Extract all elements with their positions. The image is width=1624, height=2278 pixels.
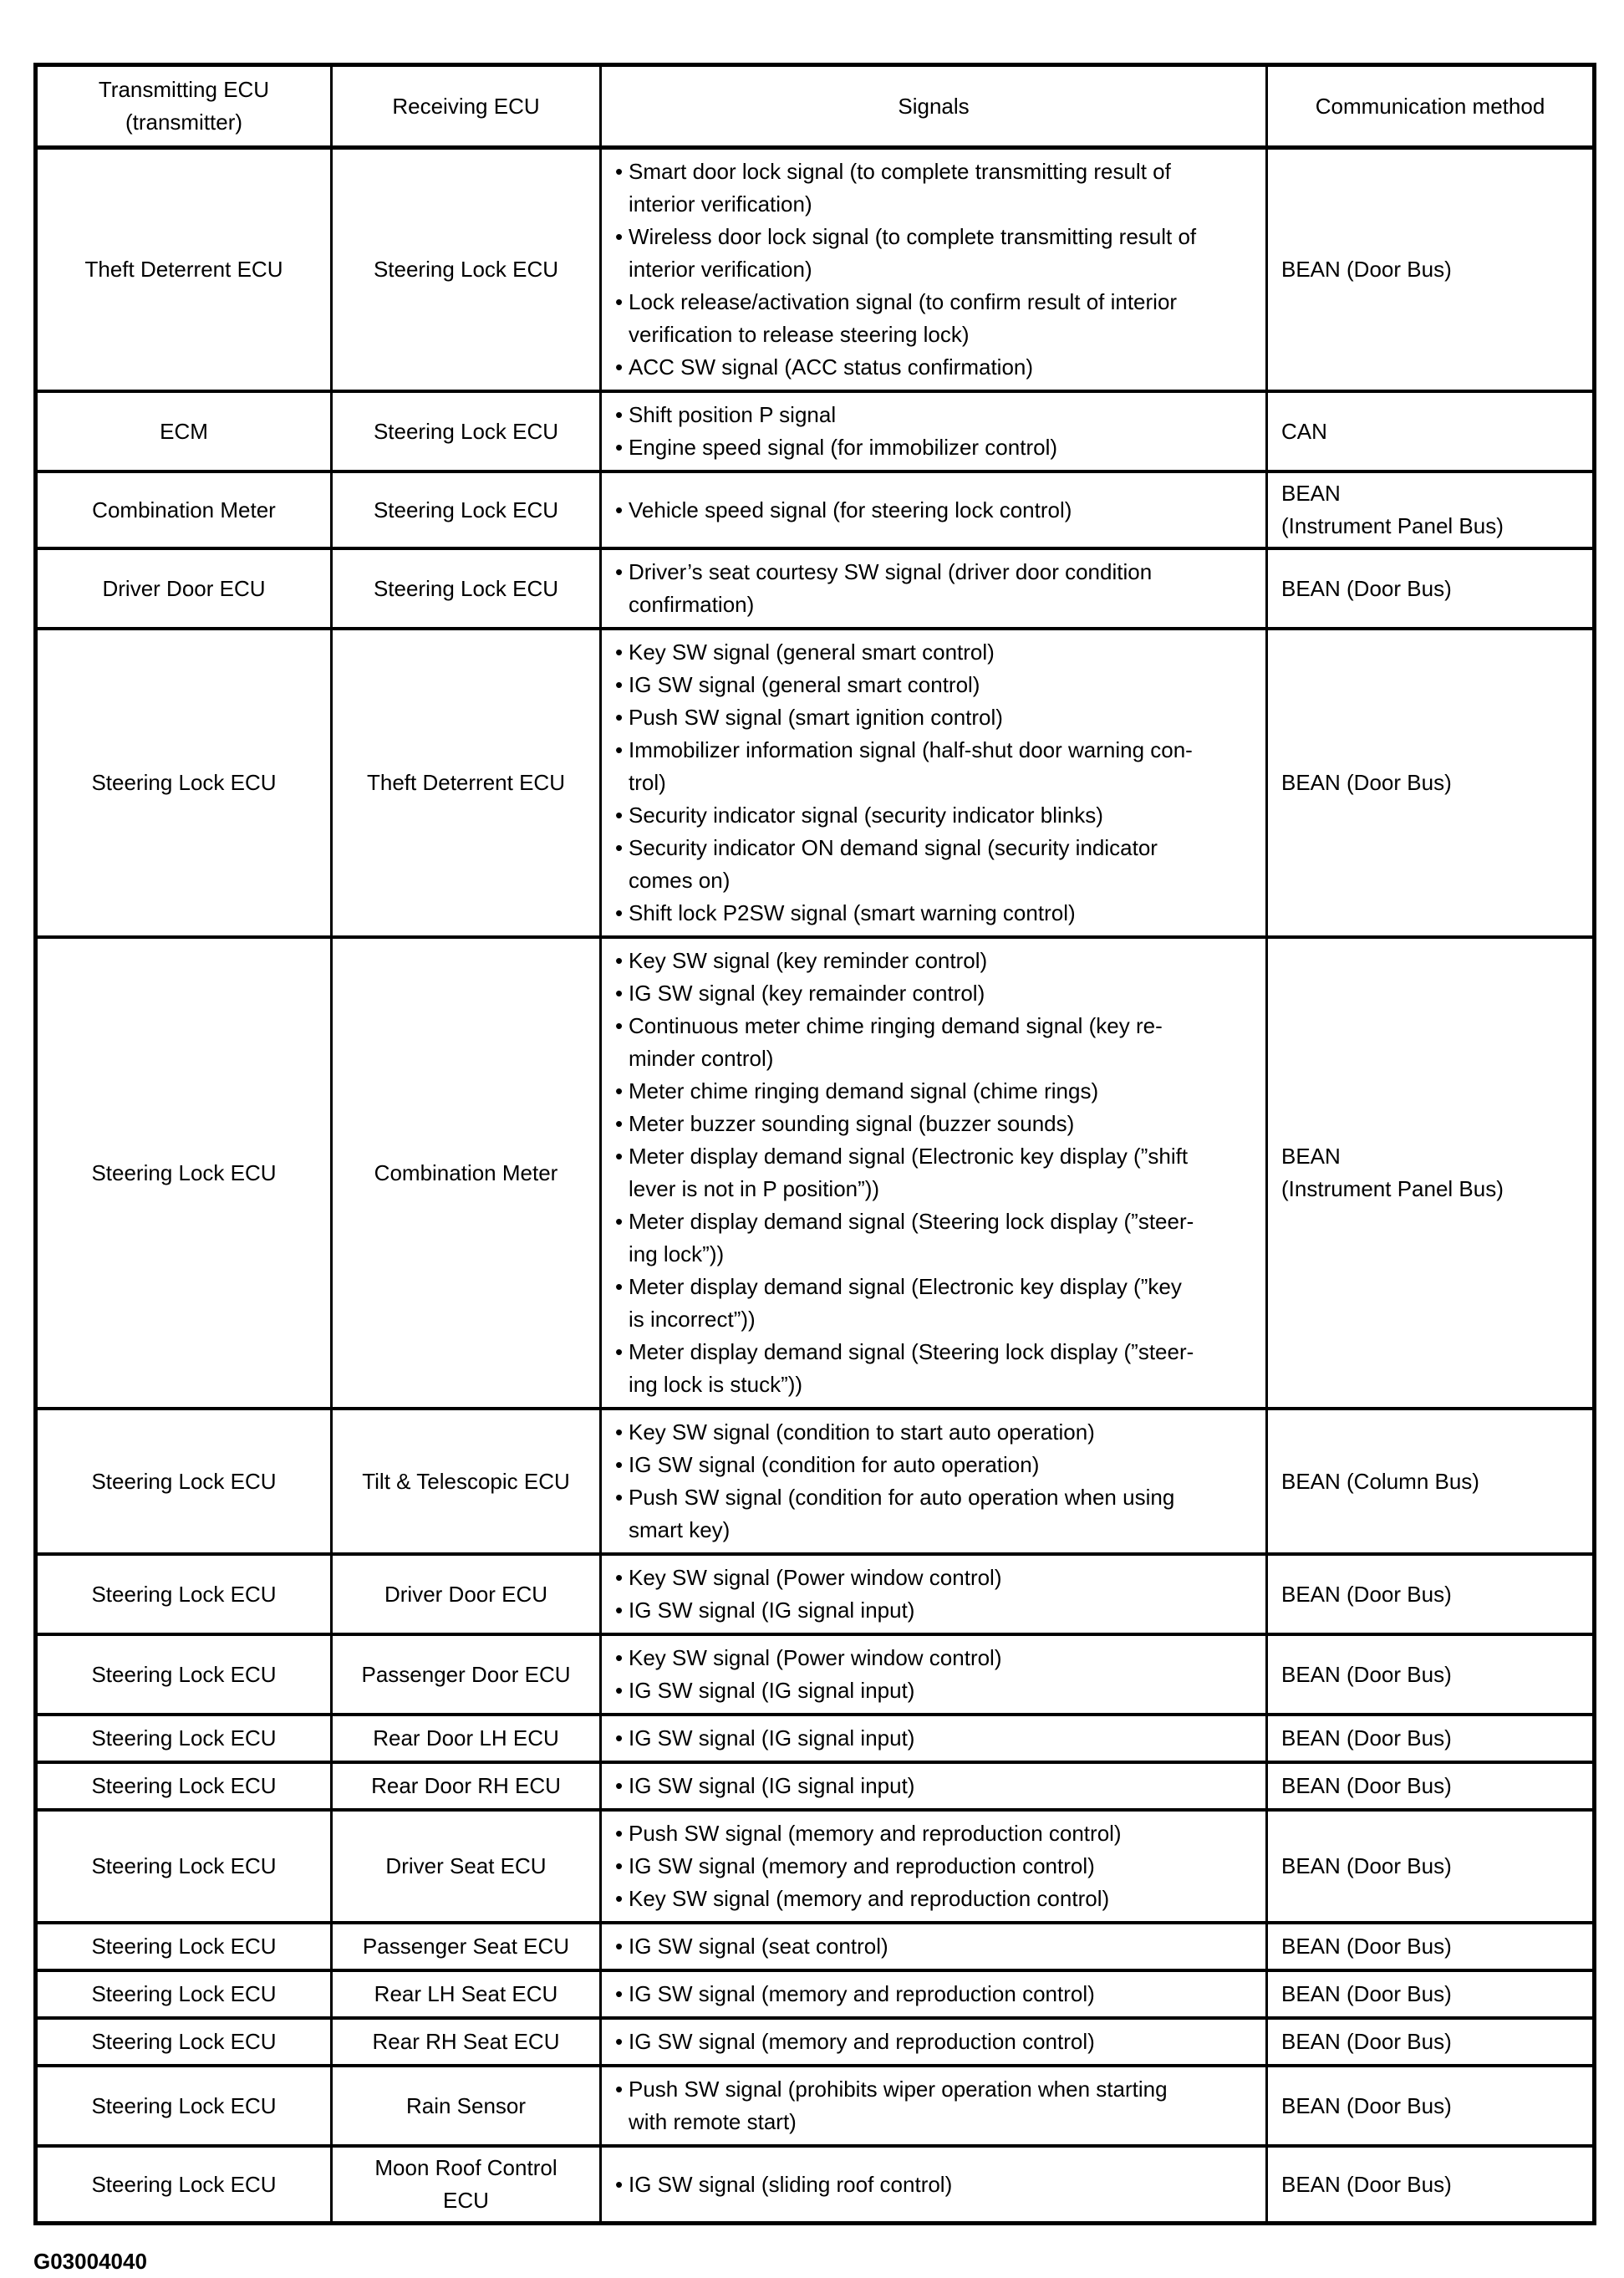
method-line: BEAN (Door Bus) [1281,257,1452,282]
signal-line: • IG SW signal (seat control) [629,1930,1259,1963]
signals-cell [601,937,1267,1409]
figure-code: G03004040 [33,2249,147,2274]
signal-item [612,1075,1259,1108]
method-cell [1267,471,1595,548]
signal-line: • Meter display demand signal (Electronic key display (”shift [629,1140,1259,1173]
signal-line: • Meter chime ringing demand signal (chime rings) [629,1075,1259,1108]
receiver-line: Driver Seat ECU [385,1853,547,1878]
signal-line: • Lock release/activation signal (to confirm result of interior [629,286,1259,319]
method-line: BEAN (Door Bus) [1281,1934,1452,1959]
signal-line: • Security indicator ON demand signal (security indicator [629,832,1259,864]
signal-item [612,155,1259,221]
header-transmitting-line1: Transmitting ECU [98,77,270,102]
method-cell [1267,1554,1595,1634]
receiver-line: Rain Sensor [405,2092,527,2118]
signal-line: • Push SW signal (condition for auto operation when using [629,1481,1259,1514]
signal-item [612,1642,1259,1674]
header-transmitting-ecu [36,65,332,148]
table-row [36,1409,1595,1554]
header-row [36,65,1595,148]
receiver-cell [332,148,601,392]
signal-line: ing lock”)) [629,1241,725,1266]
method-cell [1267,548,1595,629]
signal-item [612,2168,1259,2201]
method-cell [1267,2146,1595,2224]
signal-item [612,897,1259,930]
signal-line: lever is not in P position”)) [629,1176,880,1201]
transmitter-cell: Steering Lock ECU [36,2146,332,2224]
transmitter-cell: ECM [36,391,332,471]
signal-line: • Meter buzzer sounding signal (buzzer sounds) [629,1108,1259,1140]
transmitter-cell: Steering Lock ECU [36,1715,332,1762]
transmitter-cell: Steering Lock ECU [36,1634,332,1715]
signal-line: • Continuous meter chime ringing demand signal (key re- [629,1010,1259,1042]
signal-item [612,1481,1259,1547]
signal-line: • Meter display demand signal (Steering lock display (”steer- [629,1205,1259,1238]
signal-line: • Shift position P signal [629,399,1259,431]
signal-item [612,799,1259,832]
signal-line: trol) [629,770,666,795]
table-row [36,2146,1595,2224]
method-line: BEAN (Door Bus) [1281,1773,1452,1798]
method-line: BEAN (Door Bus) [1281,1981,1452,2006]
signal-line: • Push SW signal (memory and reproduction control) [629,1817,1259,1850]
signal-item [612,221,1259,286]
signal-line: • IG SW signal (memory and reproduction control) [629,1978,1259,2010]
signal-line: • Key SW signal (memory and reproduction control) [629,1883,1259,1915]
table-row [36,937,1595,1409]
table-row [36,548,1595,629]
receiver-cell [332,1810,601,1923]
signals-cell [601,1810,1267,1923]
header-transmitting-line2: (transmitter) [125,110,243,135]
signal-item [612,1271,1259,1336]
transmitter-cell: Steering Lock ECU [36,937,332,1409]
receiver-line: Passenger Door ECU [361,1661,571,1687]
transmitter-cell: Steering Lock ECU [36,2066,332,2146]
method-cell [1267,391,1595,471]
method-cell [1267,1810,1595,1923]
receiver-cell [332,2146,601,2224]
signal-line: • Smart door lock signal (to complete transmitting result of [629,155,1259,188]
signal-item [612,669,1259,701]
signals-cell [601,148,1267,392]
receiver-line: Rear RH Seat ECU [372,2029,560,2054]
receiver-cell [332,2066,601,2146]
method-line: BEAN [1281,1144,1341,1169]
transmitter-cell: Combination Meter [36,471,332,548]
signal-line: • IG SW signal (IG signal input) [629,1594,1259,1627]
signal-item [612,945,1259,977]
table-row [36,1762,1595,1810]
signal-item [612,2073,1259,2138]
signal-line: • Key SW signal (condition to start auto operation) [629,1416,1259,1449]
table-row [36,2066,1595,2146]
signals-cell [601,471,1267,548]
signal-item [612,734,1259,799]
transmitter-cell: Steering Lock ECU [36,2018,332,2066]
table-row [36,148,1595,392]
signal-line: • IG SW signal (key remainder control) [629,977,1259,1010]
signals-cell [601,1923,1267,1970]
method-cell [1267,2066,1595,2146]
receiver-line: Steering Lock ECU [373,257,559,282]
receiver-line: Passenger Seat ECU [362,1934,570,1959]
signals-cell [601,1634,1267,1715]
receiver-cell [332,937,601,1409]
signal-item [612,1674,1259,1707]
receiver-cell [332,2018,601,2066]
signal-item [612,431,1259,464]
transmitter-cell: Steering Lock ECU [36,629,332,937]
signal-item [612,1336,1259,1401]
signal-item [612,494,1259,527]
signal-line: with remote start) [629,2109,797,2134]
method-line: BEAN (Door Bus) [1281,1581,1452,1607]
signal-line: • IG SW signal (sliding roof control) [629,2168,1259,2201]
transmitter-cell: Steering Lock ECU [36,1810,332,1923]
signal-line: • Shift lock P2SW signal (smart warning control) [629,897,1259,930]
signal-line: comes on) [629,868,731,893]
signal-line: • Driver’s seat courtesy SW signal (driver door condition [629,556,1259,589]
receiver-cell [332,1715,601,1762]
signal-line: • IG SW signal (memory and reproduction control) [629,1850,1259,1883]
header-signals: Signals [601,65,1267,148]
signal-item [612,1562,1259,1594]
transmitter-cell: Steering Lock ECU [36,1923,332,1970]
receiver-cell [332,391,601,471]
method-cell [1267,148,1595,392]
receiver-line: Moon Roof Control [374,2155,557,2180]
receiver-line: Steering Lock ECU [373,418,559,444]
receiver-cell [332,629,601,937]
method-line: (Instrument Panel Bus) [1281,513,1504,538]
signal-item [612,1978,1259,2010]
receiver-cell [332,1923,601,1970]
receiver-cell [332,1762,601,1810]
method-cell [1267,1715,1595,1762]
signal-item [612,2026,1259,2058]
method-cell [1267,937,1595,1409]
signal-item [612,636,1259,669]
table-row [36,1970,1595,2018]
signal-line: smart key) [629,1517,731,1542]
table-body [36,148,1595,2224]
signal-line: • Push SW signal (smart ignition control) [629,701,1259,734]
signals-cell [601,1762,1267,1810]
method-line: BEAN (Door Bus) [1281,1661,1452,1687]
signal-line: minder control) [629,1046,774,1071]
transmitter-cell: Driver Door ECU [36,548,332,629]
signal-line: • Engine speed signal (for immobilizer control) [629,431,1259,464]
signal-line: • IG SW signal (IG signal input) [629,1674,1259,1707]
signal-line: • IG SW signal (general smart control) [629,669,1259,701]
signal-item [612,399,1259,431]
table-row [36,2018,1595,2066]
signal-line: is incorrect”)) [629,1307,756,1332]
method-line: BEAN [1281,481,1341,506]
transmitter-cell: Steering Lock ECU [36,1762,332,1810]
signal-line: • Key SW signal (Power window control) [629,1562,1259,1594]
signal-line: • Key SW signal (Power window control) [629,1642,1259,1674]
signal-item [612,832,1259,897]
signal-line: • IG SW signal (IG signal input) [629,1770,1259,1802]
signal-item [612,1594,1259,1627]
signal-item [612,1850,1259,1883]
signal-line: • Meter display demand signal (Steering lock display (”steer- [629,1336,1259,1368]
signal-line: • Wireless door lock signal (to complete transmitting result of [629,221,1259,253]
signal-line: • Security indicator signal (security indicator blinks) [629,799,1259,832]
method-cell [1267,1762,1595,1810]
signal-line: verification to release steering lock) [629,322,970,347]
receiver-cell [332,1634,601,1715]
signal-line: ing lock is stuck”)) [629,1372,803,1397]
method-cell [1267,1634,1595,1715]
signals-cell [601,2018,1267,2066]
table-row [36,471,1595,548]
signal-line: • Key SW signal (key reminder control) [629,945,1259,977]
table-row [36,1554,1595,1634]
signal-line: confirmation) [629,592,755,617]
signal-item [612,1108,1259,1140]
signal-item [612,351,1259,384]
signal-item [612,1817,1259,1850]
table-row [36,391,1595,471]
signal-line: • Key SW signal (general smart control) [629,636,1259,669]
signal-line: • Push SW signal (prohibits wiper operation when starting [629,2073,1259,2106]
signal-item [612,977,1259,1010]
method-cell [1267,1923,1595,1970]
transmitter-cell: Theft Deterrent ECU [36,148,332,392]
receiver-line: Rear LH Seat ECU [374,1981,558,2006]
receiver-line: Tilt & Telescopic ECU [362,1468,570,1494]
method-line: BEAN (Door Bus) [1281,2029,1452,2054]
signal-item [612,1770,1259,1802]
signals-cell [601,1409,1267,1554]
method-line: BEAN (Door Bus) [1281,1853,1452,1878]
signals-cell [601,2066,1267,2146]
receiver-cell [332,471,601,548]
method-line: BEAN (Door Bus) [1281,1725,1452,1751]
method-line: (Instrument Panel Bus) [1281,1176,1504,1201]
method-cell [1267,1970,1595,2018]
signal-item [612,286,1259,351]
receiver-cell [332,548,601,629]
method-line: CAN [1281,418,1327,444]
signal-item [612,1010,1259,1075]
signal-line: • IG SW signal (condition for auto operation) [629,1449,1259,1481]
receiver-cell [332,1409,601,1554]
transmitter-cell: Steering Lock ECU [36,1554,332,1634]
signal-line: • Meter display demand signal (Electronic key display (”key [629,1271,1259,1303]
receiver-line: Steering Lock ECU [373,575,559,601]
table-row [36,629,1595,937]
method-cell [1267,1409,1595,1554]
header-receiving-ecu: Receiving ECU [332,65,601,148]
receiver-line: Combination Meter [374,1159,558,1185]
signal-line: • IG SW signal (IG signal input) [629,1722,1259,1755]
signals-cell [601,1970,1267,2018]
method-line: BEAN (Column Bus) [1281,1468,1479,1494]
method-line: BEAN (Door Bus) [1281,770,1452,795]
signal-line: • IG SW signal (memory and reproduction control) [629,2026,1259,2058]
signal-item [612,1883,1259,1915]
signal-item [612,701,1259,734]
method-line: BEAN (Door Bus) [1281,2092,1452,2118]
signals-cell [601,391,1267,471]
signal-line: interior verification) [629,257,812,282]
signal-line: • Immobilizer information signal (half-shut door warning con- [629,734,1259,767]
method-line: BEAN (Door Bus) [1281,575,1452,601]
signals-cell [601,1715,1267,1762]
signal-item [612,556,1259,621]
method-line: BEAN (Door Bus) [1281,2171,1452,2197]
signals-cell [601,629,1267,937]
signals-cell [601,548,1267,629]
signal-item [612,1930,1259,1963]
table-row [36,1715,1595,1762]
signals-cell [601,2146,1267,2224]
signal-item [612,1722,1259,1755]
transmitter-cell: Steering Lock ECU [36,1409,332,1554]
signal-line: • ACC SW signal (ACC status confirmation) [629,351,1259,384]
header-communication-method: Communication method [1267,65,1595,148]
signals-cell [601,1554,1267,1634]
transmitter-cell: Steering Lock ECU [36,1970,332,2018]
receiver-cell [332,1554,601,1634]
method-cell [1267,2018,1595,2066]
ecu-communication-table [33,63,1596,2225]
receiver-line: Steering Lock ECU [373,497,559,522]
receiver-line: Driver Door ECU [384,1581,548,1607]
receiver-line: Rear Door LH ECU [373,1725,559,1751]
receiver-cell [332,1970,601,2018]
receiver-line: Theft Deterrent ECU [367,770,565,795]
table-row [36,1810,1595,1923]
signal-line: interior verification) [629,191,812,217]
signal-item [612,1140,1259,1205]
table-row [36,1923,1595,1970]
receiver-line: Rear Door RH ECU [371,1773,561,1798]
receiver-line: ECU [443,2188,489,2213]
signal-line: • Vehicle speed signal (for steering lock control) [629,494,1259,527]
table-row [36,1634,1595,1715]
method-cell [1267,629,1595,937]
signal-item [612,1205,1259,1271]
signal-item [612,1449,1259,1481]
signal-item [612,1416,1259,1449]
